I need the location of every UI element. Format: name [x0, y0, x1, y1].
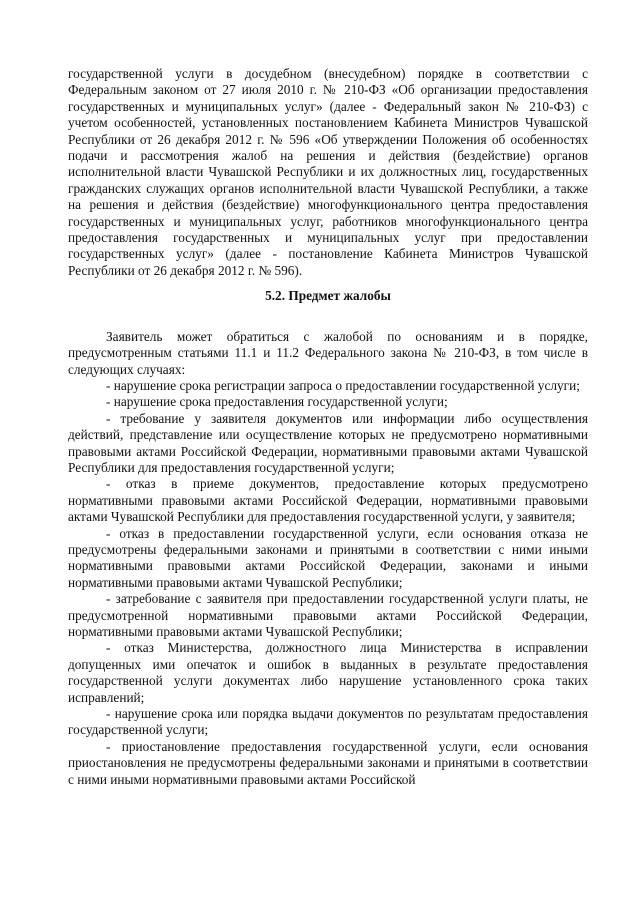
list-item: - требование у заявителя документов или информации либо осуществления действий, представление или осуществление которых не предусмотрено нормативными правовыми актами Российской Федерации, нормативными правовыми актами Чувашской Республики для предоставления государственной услуги; — [68, 410, 588, 475]
list-item: - отказ в предоставлении государственной услуги, если основания отказа не предусмотрены федеральными законами и принятыми в соответствии с ними иными нормативными правовыми актами Российской Федерации, законами и иными нормативными правовыми актами Чувашской Республики; — [68, 525, 588, 590]
document-page — [68, 66, 588, 788]
list-item: - отказ Министерства, должностного лица Министерства в исправлении допущенных ими опечаток и ошибок в выданных в результате предоставления государственной услуги документах либо нарушение установленного срока таких исправлений; — [68, 640, 588, 705]
lead-paragraph: Заявитель может обратиться с жалобой по основаниям и в порядке, предусмотренным статьями 11.1 и 11.2 Федерального закона № 210-ФЗ, в том числе в следующих случаях: — [68, 328, 588, 377]
list-item: - нарушение срока или порядка выдачи документов по результатам предоставления государственной услуги; — [68, 706, 588, 738]
intro-paragraph: государственной услуги в досудебном (внесудебном) порядке в соответствии с Федеральным законом от 27 июля 2010 г. № 210-ФЗ «Об организации предоставления государственных и муниципальных услуг» (далее - Федеральный закон № 210-ФЗ) с учетом особенностей, установленных постановлением Кабинета Министров Чувашской Республики от 26 декабря 2012 г. № 596 «Об утверждении Положения об особенностях подачи и рассмотрения жалоб на решения и действия (бездействие) органов исполнительной власти Чувашской Республики и их должностных лиц, государственных гражданских служащих органов исполнительной власти Чувашской Республики, а также на решения и действия (бездействие) многофункционального центра предоставления государственных и муниципальных услуг, работников многофункционального центра предоставления государственных и муниципальных услуг при предоставлении государственных услуг» (далее - постановление Кабинета Министров Чувашской Республики от 26 декабря 2012 г. № 596). — [68, 66, 588, 278]
list-item: - затребование с заявителя при предоставлении государственной услуги платы, не предусмотренной нормативными правовыми актами Российской Федерации, нормативными правовыми актами Чувашской Республики; — [68, 591, 588, 639]
list-item: - приостановление предоставления государственной услуги, если основания приостановления не предусмотрены федеральными законами и принятыми в соответствии с ними иными нормативными правовыми актами Российской — [68, 738, 588, 787]
section-spacer — [68, 305, 588, 329]
list-item: - отказ в приеме документов, предоставление которых предусмотрено нормативными правовыми актами Российской Федерации, нормативными правовыми актами Чувашской Республики для предоставления государственной услуги, у заявителя; — [68, 476, 588, 525]
section-heading: 5.2. Предмет жалобы — [265, 288, 391, 304]
list-item: - нарушение срока предоставления государственной услуги; — [106, 394, 448, 410]
list-item: - нарушение срока регистрации запроса о предоставлении государственной услуги; — [106, 377, 580, 393]
